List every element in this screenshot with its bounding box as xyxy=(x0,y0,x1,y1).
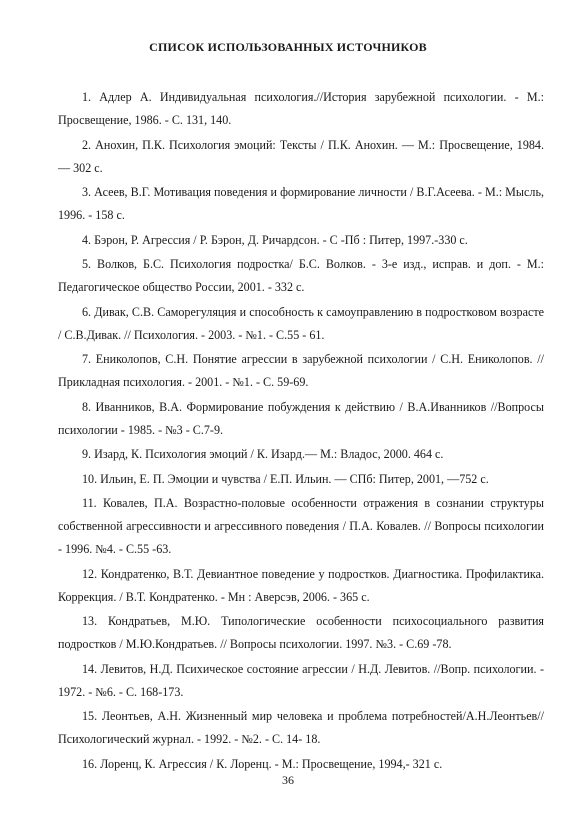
reference-item: 4. Бэрон, Р. Агрессия / Р. Бэрон, Д. Ричардсон. - С -Пб : Питер, 1997.-330 с. xyxy=(82,232,468,247)
reference-item: 1. Адлер А. Индивидуальная психология.//История зарубежной психологии. - М.: Просвещение, 1986. - С. 131, 140. xyxy=(58,90,544,127)
page-number: 36 xyxy=(282,773,294,787)
reference-item: 15. Леонтьев, А.Н. Жизненный мир человека и проблема потребностей/А.Н.Леонтьев//Психологический журнал. - 1992. - №2. - С. 14- 18. xyxy=(58,709,544,746)
reference-item: 14. Левитов, Н.Д. Психическое состояние агрессии / Н.Д. Левитов. //Вопр. психологии. - 1972. - №6. - С. 168-173. xyxy=(58,661,544,699)
reference-item: 5. Волков, Б.С. Психология подростка/ Б.С. Волков. - 3-е изд., исправ. и доп. - М.: Педагогическое общество России, 2001. - 332 с. xyxy=(58,257,544,294)
page-title: СПИСОК ИСПОЛЬЗОВАННЫХ ИСТОЧНИКОВ xyxy=(149,40,427,54)
reference-item: 8. Иванников, В.А. Формирование побуждения к действию / В.А.Иванников //Вопросы психологии - 1985. - №3 - С.7-9. xyxy=(58,399,544,437)
reference-item: 13. Кондратьев, М.Ю. Типологические особенности психосоциального развития подростков / М.Ю.Кондратьев. // Вопросы психологии. 1997. №3. - С.69 -78. xyxy=(58,614,544,651)
reference-item: 11. Ковалев, П.А. Возрастно-половые особенности отражения в сознании структуры собственной агрессивности и агрессивного поведения / П.А. Ковалев. // Вопросы психологии - 1996. №4. - С.55 -63. xyxy=(58,496,544,556)
reference-item: 9. Изард, К. Психология эмоций / К. Изард.— М.: Владос, 2000. 464 с. xyxy=(82,447,444,461)
reference-item: 3. Асеев, В.Г. Мотивация поведения и формирование личности / В.Г.Асеева. - М.: Мысль, 1996. - 158 с. xyxy=(58,185,544,222)
reference-item: 12. Кондратенко, В.Т. Девиантное поведение у подростков. Диагностика. Профилактика. Коррекция. / В.Т. Кондратенко. - Мн : Аверсэв, 2006. - 365 с. xyxy=(58,566,544,604)
reference-item: 2. Анохин, П.К. Психология эмоций: Тексты / П.К. Анохин. — М.: Просвещение, 1984. — 302 с. xyxy=(58,137,544,175)
reference-list xyxy=(58,86,544,777)
reference-item: 10. Ильин, Е. П. Эмоции и чувства / Е.П. Ильин. — СПб: Питер, 2001, —752 с. xyxy=(82,471,489,486)
reference-item: 16. Лоренц, К. Агрессия / К. Лоренц. - М.: Просвещение, 1994,- 321 с. xyxy=(82,756,443,771)
reference-item: 7. Ениколопов, С.Н. Понятие агрессии в зарубежной психологии / С.Н. Ениколопов. //Прикладная психология. - 2001. - №1. - С. 59-69. xyxy=(58,352,544,389)
reference-item: 6. Дивак, С.В. Саморегуляция и способность к самоуправлению в подростковом возрасте / С.В.Дивак. // Психология. - 2003. - №1. - С.55 - 61. xyxy=(58,304,544,342)
